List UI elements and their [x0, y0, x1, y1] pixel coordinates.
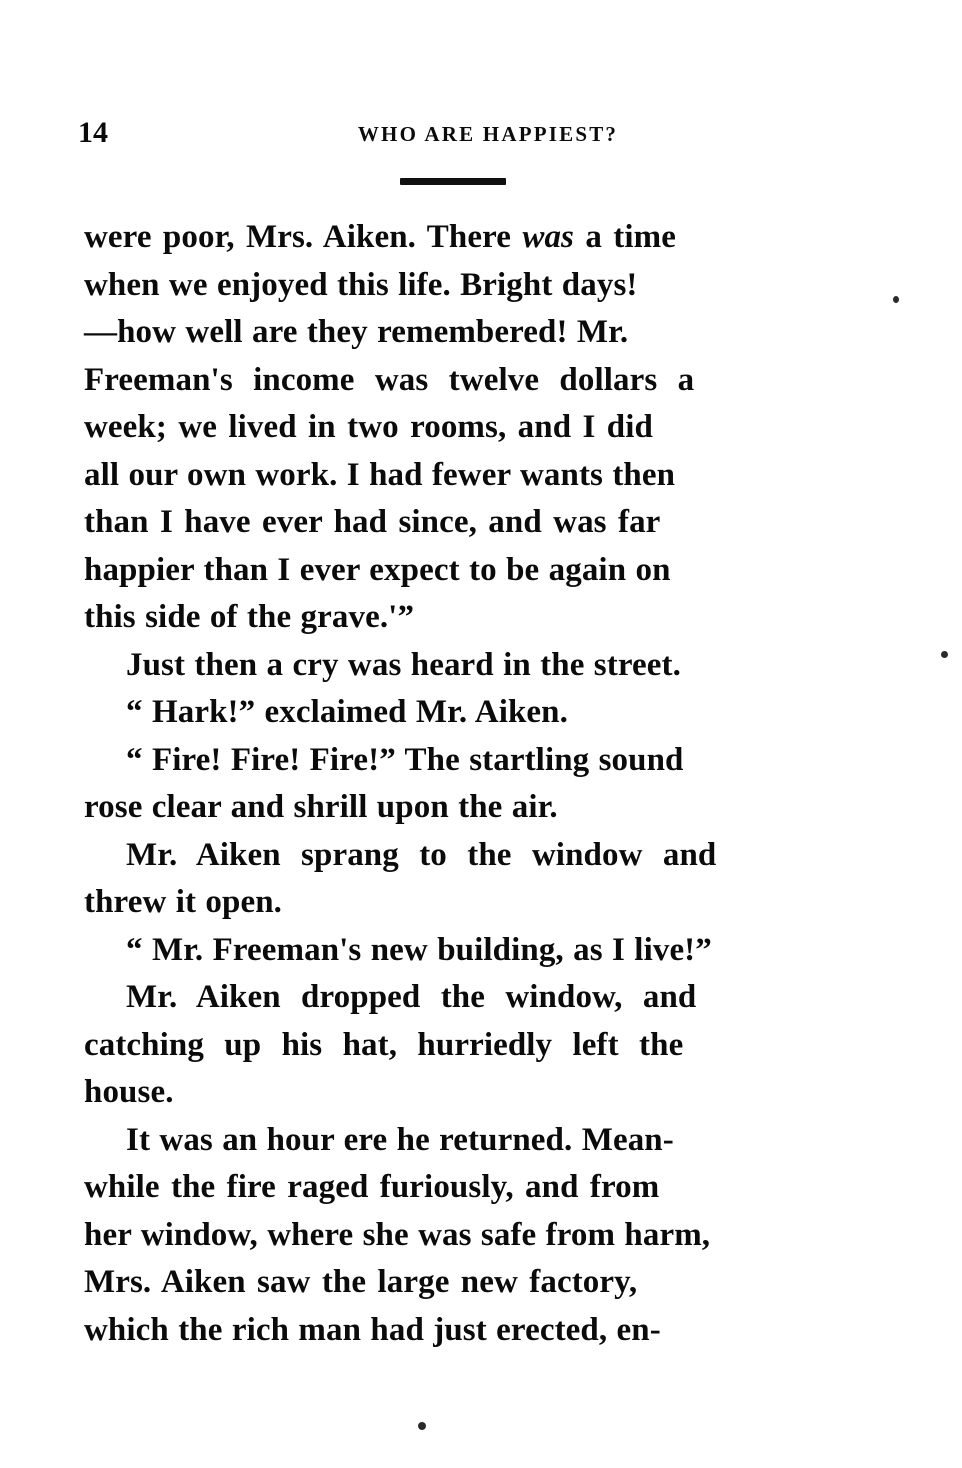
text-line: when we enjoyed this life. Bright days! — [84, 266, 638, 303]
text-line: happier than I ever expect to be again on — [84, 551, 671, 588]
text-line: were poor, Mrs. Aiken. There was a time — [84, 219, 676, 255]
text-line: “ Fire! Fire! Fire!” The startling sound — [126, 741, 684, 778]
text-line: Mr. Aiken dropped the window, and — [126, 979, 697, 1015]
text-line: “ Mr. Freeman's new building, as I live!” — [126, 931, 712, 968]
page-speck — [893, 296, 899, 303]
text-line: Freeman's income was twelve dollars a — [84, 361, 695, 398]
text-line: rose clear and shrill upon the air. — [84, 789, 558, 825]
text-line: all our own work. I had fewer wants then — [84, 456, 676, 493]
text-line: catching up his hat, hurriedly left the — [84, 1026, 684, 1063]
text-line: —how well are they remembered! Mr. — [84, 314, 629, 350]
text-line: Mr. Aiken sprang to the window and — [126, 836, 717, 873]
text-line: threw it open. — [84, 884, 283, 920]
page-speck — [941, 651, 948, 658]
text-line: this side of the grave.'” — [84, 599, 415, 635]
running-head: WHO ARE HAPPIEST? — [357, 122, 619, 146]
text-line: her window, where she was safe from harm, — [84, 1216, 711, 1253]
page-header — [78, 112, 884, 158]
text-line: house. — [84, 1074, 174, 1110]
text-line: which the rich man had just erected, en- — [84, 1311, 661, 1348]
body-text — [84, 214, 836, 1354]
text-line: than I have ever had since, and was far — [84, 504, 661, 540]
header-divider-rule — [400, 178, 506, 185]
text-line: “ Hark!” exclaimed Mr. Aiken. — [126, 694, 568, 730]
page-speck — [418, 1422, 426, 1430]
text-line: while the fire raged furiously, and from — [84, 1169, 660, 1205]
text-line: Mrs. Aiken saw the large new factory, — [84, 1264, 638, 1300]
text-line: It was an hour ere he returned. Mean- — [126, 1121, 674, 1158]
text-line: Just then a cry was heard in the street. — [126, 646, 681, 683]
text-line: week; we lived in two rooms, and I did — [84, 409, 653, 445]
page-number: 14 — [78, 116, 108, 149]
